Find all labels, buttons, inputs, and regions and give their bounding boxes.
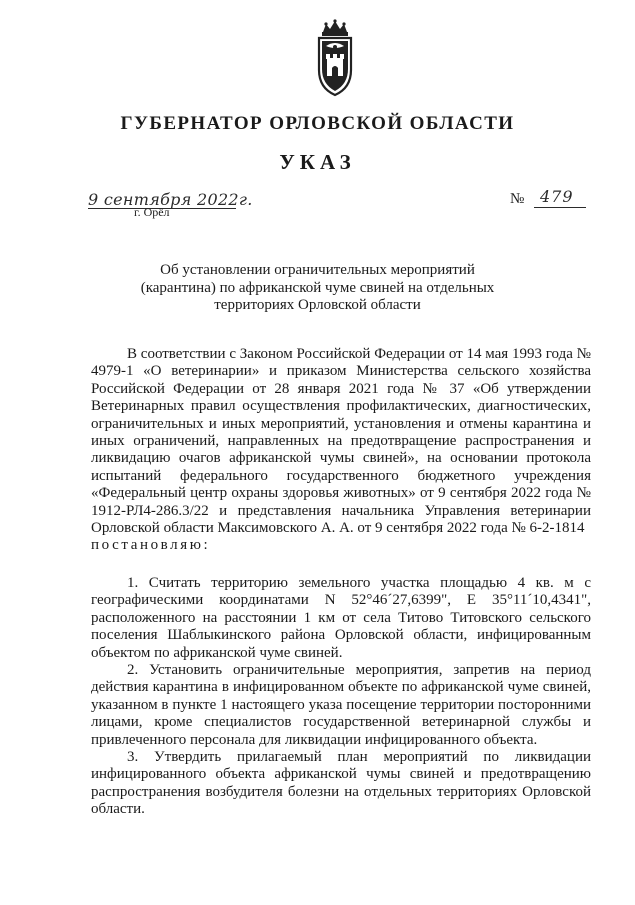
number-underline <box>534 207 586 208</box>
authority-heading: ГУБЕРНАТОР ОРЛОВСКОЙ ОБЛАСТИ <box>120 113 515 134</box>
city-label: г. Орёл <box>134 205 170 219</box>
decree-item-1: 1. Считать территорию земельного участка площадью 4 кв. м с географическими координатами N 52°46´27,6399", E 35°11´10,4341", расположенного на расстоянии 1 км от села Титово Титовского сельского поселения Шаблыкинского района Орловской области, инфицированным объектом по африканской чуме свиней. <box>91 575 591 661</box>
decree-item-3: 3. Утвердить прилагаемый план мероприятий по ликвидации инфицированного объекта африканской чумы свиней и предотвращению распространения возбудителя болезни на отдельных территориях Орловской области. <box>91 749 591 818</box>
document-type-heading: УКАЗ <box>279 150 356 174</box>
date-handwritten: 9 сентября 2022г. <box>88 190 253 209</box>
oryol-coat-of-arms-icon <box>312 18 358 98</box>
number-sign: № <box>510 191 525 207</box>
decree-items <box>91 575 591 819</box>
decree-preamble-block <box>91 346 591 555</box>
decree-item-2: 2. Установить ограничительные мероприятия, запретив на период действия карантина в инфицированном объекте по африканской чуме свиней, указанном в пункте 1 настоящего указа посещение территории посторонними лицами, кроме специалистов государственной ветеринарной службы и привлеченного персонала для ликвидации инфицированного объекта. <box>91 662 591 748</box>
decree-subject: Об установлении ограничительных мероприятий (карантина) по африканской чуме свиней на отдельных территориях Орловской области <box>140 262 495 313</box>
decree-word: постановляю: <box>91 537 211 554</box>
preamble-paragraph: В соответствии с Законом Российской Федерации от 14 мая 1993 года № 4979-1 «О ветеринарии» и приказом Министерства сельского хозяйства Российской Федерации от 28 января 2021 года № 37 «Об утверждении Ветеринарных правил осуществления профилактических, диагностических, ограничительных и иных мероприятий, установления и отмены карантина и иных ограничений, направленных на предотвращение распространения и ликвидацию очагов африканской чумы свиней», на основании протокола испытаний федерального государственного бюджетного учреждения «Федеральный центр охраны здоровья животных» от 9 сентября 2022 года № 1912-РЛ4-286.3/22 и представления начальника Управления ветеринарии Орловской области Максимовского А. А. от 9 сентября 2022 года № 6-2-1814 <box>91 346 591 537</box>
number-handwritten: 479 <box>540 187 574 206</box>
